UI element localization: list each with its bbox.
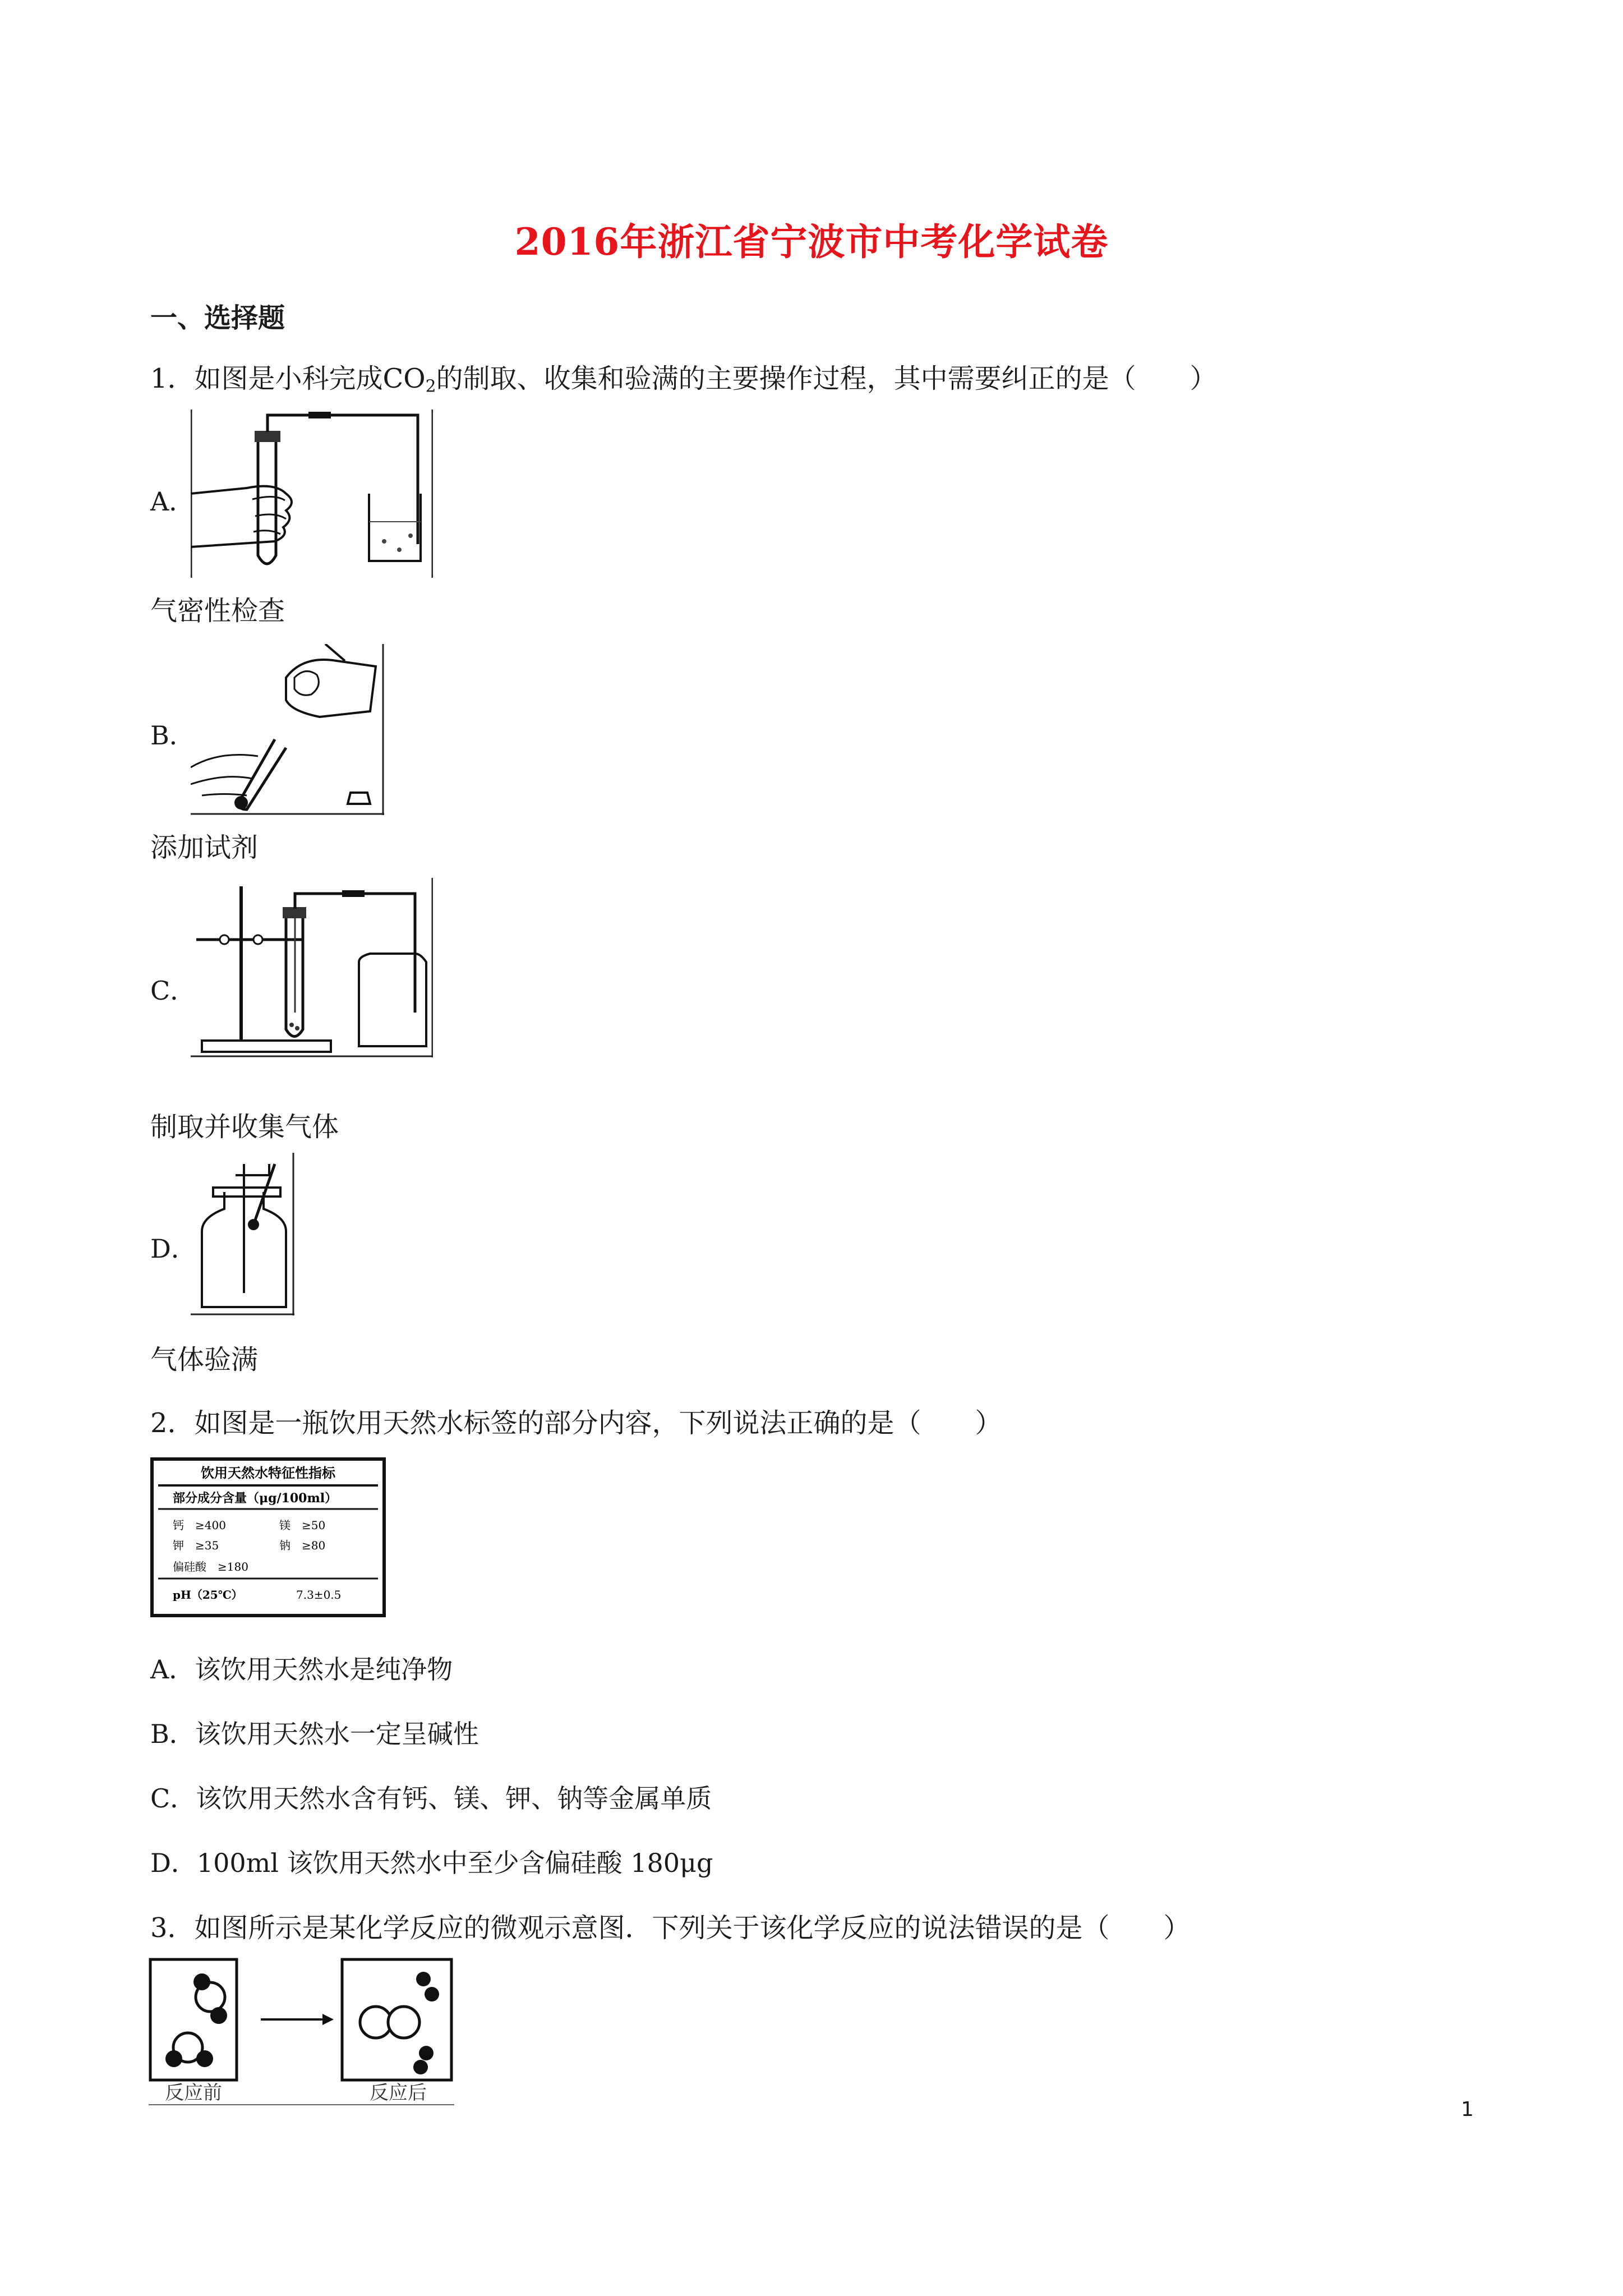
page-number: 1 — [1461, 2098, 1474, 2121]
q1-option-a-letter[interactable]: A． — [150, 486, 195, 517]
label-sodium: 钠 ≥80 — [279, 1539, 326, 1552]
q1-option-d-letter[interactable]: D． — [150, 1234, 197, 1264]
prepare-and-collect-gas-figure — [191, 878, 433, 1057]
mineral-water-label-figure — [150, 1457, 386, 1617]
question-1-stem: 1．如图是小科完成$CO_2$的制取、收集和验满的主要操作过程，其中需要纠正的是（ ） — [150, 363, 1217, 397]
question-3-stem: 3．如图所示是某化学反应的微观示意图．下列关于该化学反应的说法错误的是（ ） — [150, 1912, 1191, 1944]
q1-option-b-caption: 添加试剂 — [150, 832, 259, 863]
label-magnesium: 镁 ≥50 — [279, 1519, 326, 1532]
label-ph-value: 7.3±0.5 — [296, 1588, 342, 1602]
label-potassium: 钾 ≥35 — [173, 1539, 219, 1552]
section-heading: 一、选择题 — [150, 302, 285, 334]
airtightness-check-figure — [191, 409, 433, 578]
question-2-stem: 2．如图是一瓶饮用天然水标签的部分内容，下列说法正确的是（ ） — [150, 1407, 1002, 1439]
q1-option-c-letter[interactable]: C． — [150, 976, 196, 1006]
add-reagent-figure — [191, 644, 384, 815]
reaction-micro-diagram — [149, 1958, 454, 2106]
before-reaction-label: 反应前 — [165, 2082, 222, 2104]
q1-option-d-caption: 气体验满 — [150, 1344, 259, 1375]
label-calcium: 钙 ≥400 — [173, 1519, 226, 1532]
q1-option-b-letter[interactable]: B． — [150, 720, 195, 751]
after-reaction-label: 反应后 — [370, 2082, 427, 2104]
page-title: 2016年浙江省宁波市中考化学试卷 — [514, 220, 1109, 264]
label-metasilicic-acid: 偏硅酸 ≥180 — [173, 1560, 248, 1573]
q1-option-a-caption: 气密性检查 — [150, 595, 285, 627]
label-heading: 饮用天然水特征性指标 — [201, 1465, 335, 1481]
q2-option-a[interactable]: A．该饮用天然水是纯净物 — [150, 1654, 453, 1685]
gas-full-test-figure — [191, 1153, 294, 1315]
label-ph: pH（25℃） — [173, 1588, 243, 1602]
label-subheading: 部分成分含量（μg/100ml） — [173, 1491, 338, 1506]
q2-option-b[interactable]: B．该饮用天然水一定呈碱性 — [150, 1719, 479, 1749]
q2-option-c[interactable]: C．该饮用天然水含有钙、镁、钾、钠等金属单质 — [150, 1783, 712, 1814]
q1-option-c-caption: 制取并收集气体 — [150, 1111, 339, 1143]
q2-option-d[interactable]: D．100ml 该饮用天然水中至少含偏硅酸 180μg — [150, 1848, 713, 1878]
